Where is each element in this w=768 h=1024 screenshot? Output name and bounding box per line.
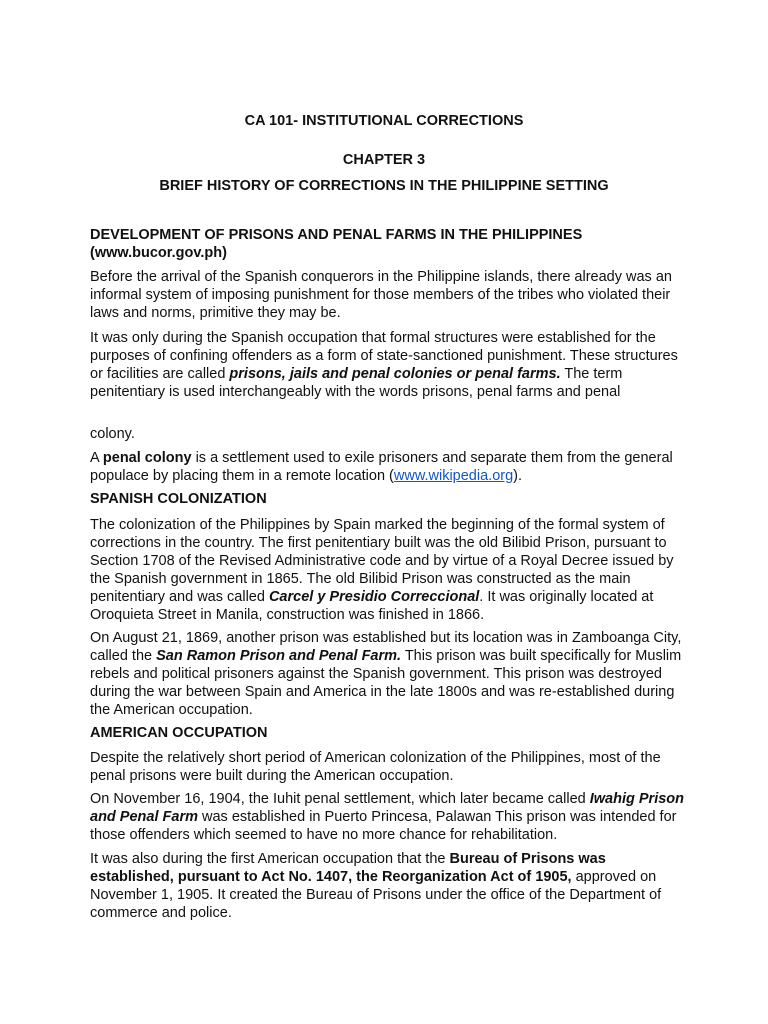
section-heading-american: AMERICAN OCCUPATION [90, 725, 268, 741]
document-title: CA 101- INSTITUTIONAL CORRECTIONS [244, 113, 524, 129]
paragraph-iwahig: On November 16, 1904, the Iuhit penal settlement, which later became called Iwahig Prison and Penal Farm was established in Puerto Princesa, Palawan This prison was intended for those offenders which seemed to have no more chance for rehabilitation. [90, 791, 684, 843]
emphasis-iwahig: Iwahig Prison and Penal Farm [90, 791, 684, 825]
paragraph-american-prisons: Despite the relatively short period of American colonization of the Philippines, most of the penal prisons were built during the American occupation. [90, 750, 661, 784]
paragraph-spanish-structures: It was only during the Spanish occupation that formal structures were established for the purposes of confining offenders as a form of state-sanctioned punishment. These structures or facilities are called prisons, jails and penal colonies or penal farms. The term penitentiary is used interchangeably with the words prisons, penal farms and penal [90, 330, 678, 400]
section-heading-development: DEVELOPMENT OF PRISONS AND PENAL FARMS IN THE PHILIPPINES (www.bucor.gov.ph) [90, 227, 583, 261]
wikipedia-link[interactable]: www.wikipedia.org [393, 468, 514, 484]
emphasis-bureau: Bureau of Prisons was established, pursuant to Act No. 1407, the Reorganization Act of 1905, [90, 851, 606, 885]
emphasis-carcel: Carcel y Presidio Correccional [268, 589, 480, 605]
chapter-label: CHAPTER 3 [342, 152, 426, 168]
paragraph-bureau-of-prisons: It was also during the first American occupation that the Bureau of Prisons was established, pursuant to Act No. 1407, the Reorganization Act of 1905, approved on November 1, 1905. It created the Bureau of Prisons under the office of the Department of commerce and police. [90, 851, 662, 921]
term-penal-colony: penal colony [102, 450, 192, 466]
chapter-subtitle: BRIEF HISTORY OF CORRECTIONS IN THE PHILIPPINE SETTING [159, 178, 609, 194]
paragraph-informal-system: Before the arrival of the Spanish conquerors in the Philippine islands, there already was an informal system of imposing punishment for those members of the tribes who violated their laws and norms, primitive they may be. [90, 269, 672, 321]
emphasis-san-ramon: San Ramon Prison and Penal Farm. [156, 648, 402, 664]
paragraph-colony: colony. [90, 426, 135, 442]
section-heading-spanish: SPANISH COLONIZATION [90, 491, 267, 507]
paragraph-san-ramon: On August 21, 1869, another prison was established but its location was in Zamboanga City, called the San Ramon Prison and Penal Farm. This prison was built specifically for Muslim rebels and political prisoners against the Spanish government. This prison was destroyed during the war between Spain and America in the late 1800s and was re-established during the American occupation. [90, 630, 682, 718]
emphasis-prisons-jails: prisons, jails and penal colonies or penal farms. [229, 366, 561, 382]
paragraph-spanish-colonization: The colonization of the Philippines by Spain marked the beginning of the formal system of corrections in the country. The first penitentiary built was the old Bilibid Prison, pursuant to Section 1708 of the Revised Administrative code and by virtue of a Royal Decree issued by the Spanish government in 1865. The old Bilibid Prison was constructed as the main penitentiary and was called Carcel y Presidio Correccional. It was originally located at Oroquieta Street in Manila, construction was finished in 1866. [90, 517, 674, 623]
paragraph-penal-colony: A penal colony is a settlement used to exile prisoners and separate them from the general populace by placing them in a remote location (www.wikipedia.org). [90, 450, 673, 484]
